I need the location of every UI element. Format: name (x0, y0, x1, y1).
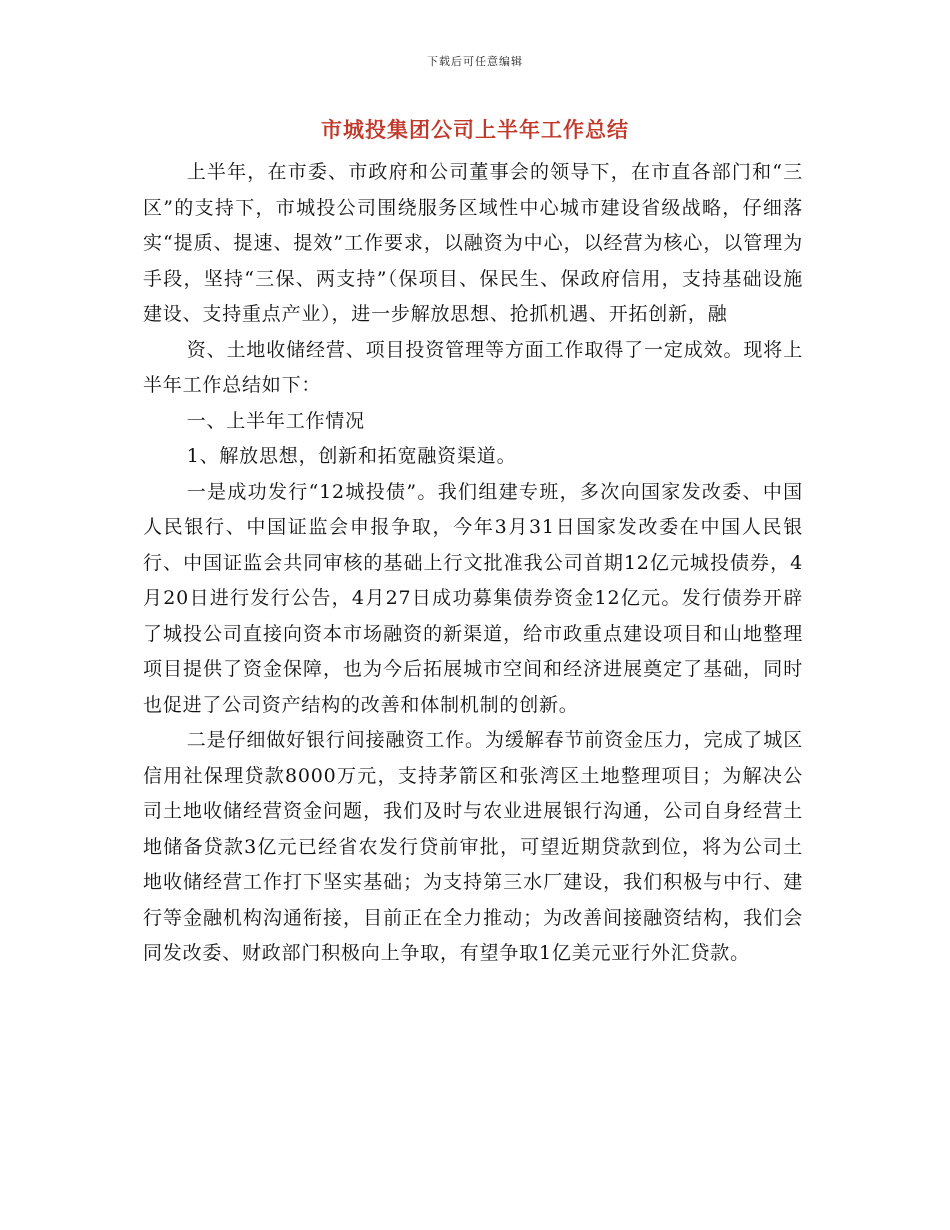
section-heading: 一、上半年工作情况 (186, 409, 365, 432)
document-title: 市城投集团公司上半年工作总结 (321, 117, 629, 142)
page-header: 下载后可任意编辑 (427, 55, 523, 68)
subsection-heading: 1、解放思想，创新和拓宽融资渠道。 (186, 445, 517, 467)
paragraph-bank-financing: 二是仔细做好银行间接融资工作。为缓解春节前资金压力，完成了城区信用社保理贷款8000万元，支持茅箭区和张湾区土地整理项目；为解决公司土地收储经营资金问题，我们及时与农业进展银行沟通，公司自身经营土地储备贷款3亿元已经省农发行贷前审批，可望近期贷款到位，将为公司土地收储经营工作打下坚实基础；为支持第三水厂建设，我们积极与中行、建行等金融机构沟通衔接，目前正在全力推动；为改善间接融资结构，我们会同发改委、财政部门积极向上争取，有望争取1亿美元亚行外汇贷款。 (143, 729, 803, 964)
paragraph-intro: 上半年，在市委、市政府和公司董事会的领导下，在市直各部门和“三区”的支持下，市城投公司围绕服务区域性中心城市建设省级战略，仔细落实“提质、提速、提效”工作要求，以融资为中心，以经营为核心，以管理为手段，坚持“三保、两支持”（保项目、保民生、保政府信用，支持基础设施建设、支持重点产业），进一步解放思想、抢抓机遇、开拓创新，融 (143, 161, 803, 325)
paragraph-intro-continued: 资、土地收储经营、项目投资管理等方面工作取得了一定成效。现将上半年工作总结如下： (143, 338, 803, 396)
paragraph-bond-issuance: 一是成功发行“12城投债”。我们组建专班，多次向国家发改委、中国人民银行、中国证监会申报争取，今年3月31日国家发改委在中国人民银行、中国证监会共同审核的基础上行文批准我公司首期12亿元城投债券，4月20日进行发行公告，4月27日成功募集债券资金12亿元。发行债券开辟了城投公司直接向资本市场融资的新渠道，给市政重点建设项目和山地整理项目提供了资金保障，也为今后拓展城市空间和经济进展奠定了基础，同时也促进了公司资产结构的改善和体制机制的创新。 (143, 480, 803, 716)
document-body (143, 155, 803, 972)
